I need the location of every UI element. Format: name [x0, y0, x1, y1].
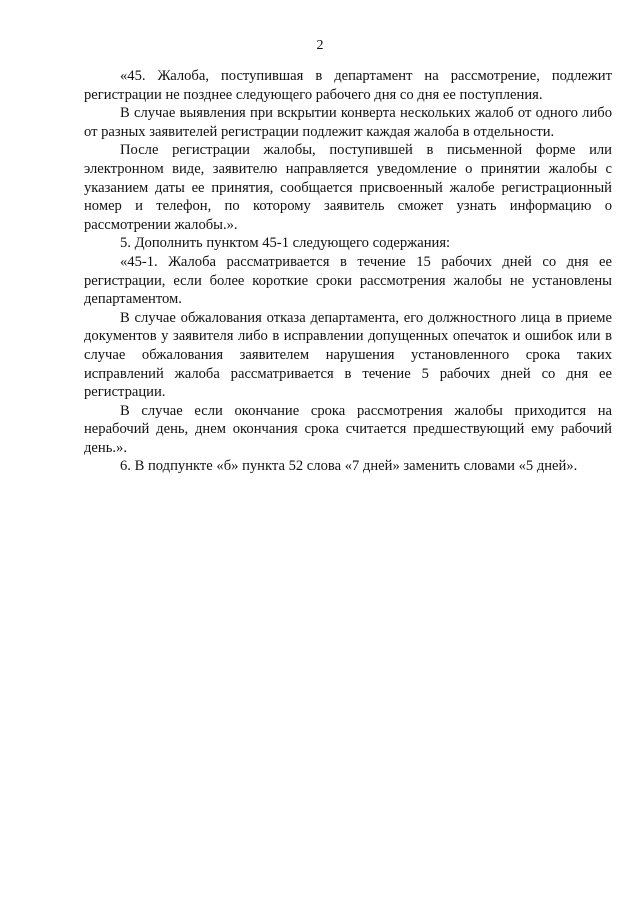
paragraph-amendment-6: 6. В подпункте «б» пункта 52 слова «7 дней» заменить словами «5 дней». [120, 458, 578, 475]
paragraph-refusal-appeal: В случае обжалования отказа департамента, его должностного лица в приеме документов у заявителя либо в исправлении допущенных опечаток и ошибок или в случае обжалования заявителем нарушения установленного срока таких исправлений жалоба рассматривается в течение 5 рабочих дней со дня ее регистрации. [84, 309, 612, 401]
page-number: 2 [316, 38, 324, 53]
paragraph-registration-notice: После регистрации жалобы, поступившей в письменной форме или электронном виде, заявителю направляется уведомление о принятии жалобы с указанием даты ее принятия, сообщается присвоенный жалобе регистрационный номер и телефон, по которому заявитель сможет узнать информацию о рассмотрении жалобы.». [84, 142, 612, 233]
paragraph-item-45: «45. Жалоба, поступившая в департамент на рассмотрение, подлежит регистрации не позднее следующего рабочего дня со дня ее поступления. [84, 68, 612, 103]
paragraph-nonworking-day: В случае если окончание срока рассмотрения жалобы приходится на нерабочий день, днем окончания срока считается предшествующий ему рабочий день.». [84, 402, 612, 456]
document-body [84, 67, 612, 476]
paragraph-item-45-1: «45-1. Жалоба рассматривается в течение 15 рабочих дней со дня ее регистрации, если более короткие сроки рассмотрения жалобы не установлены департаментом. [84, 253, 612, 308]
paragraph-envelope-registration: В случае выявления при вскрытии конверта нескольких жалоб от одного либо от разных заявителей регистрации подлежит каждая жалоба в отдельности. [84, 105, 612, 140]
paragraph-amendment-5: 5. Дополнить пунктом 45-1 следующего содержания: [120, 235, 451, 252]
